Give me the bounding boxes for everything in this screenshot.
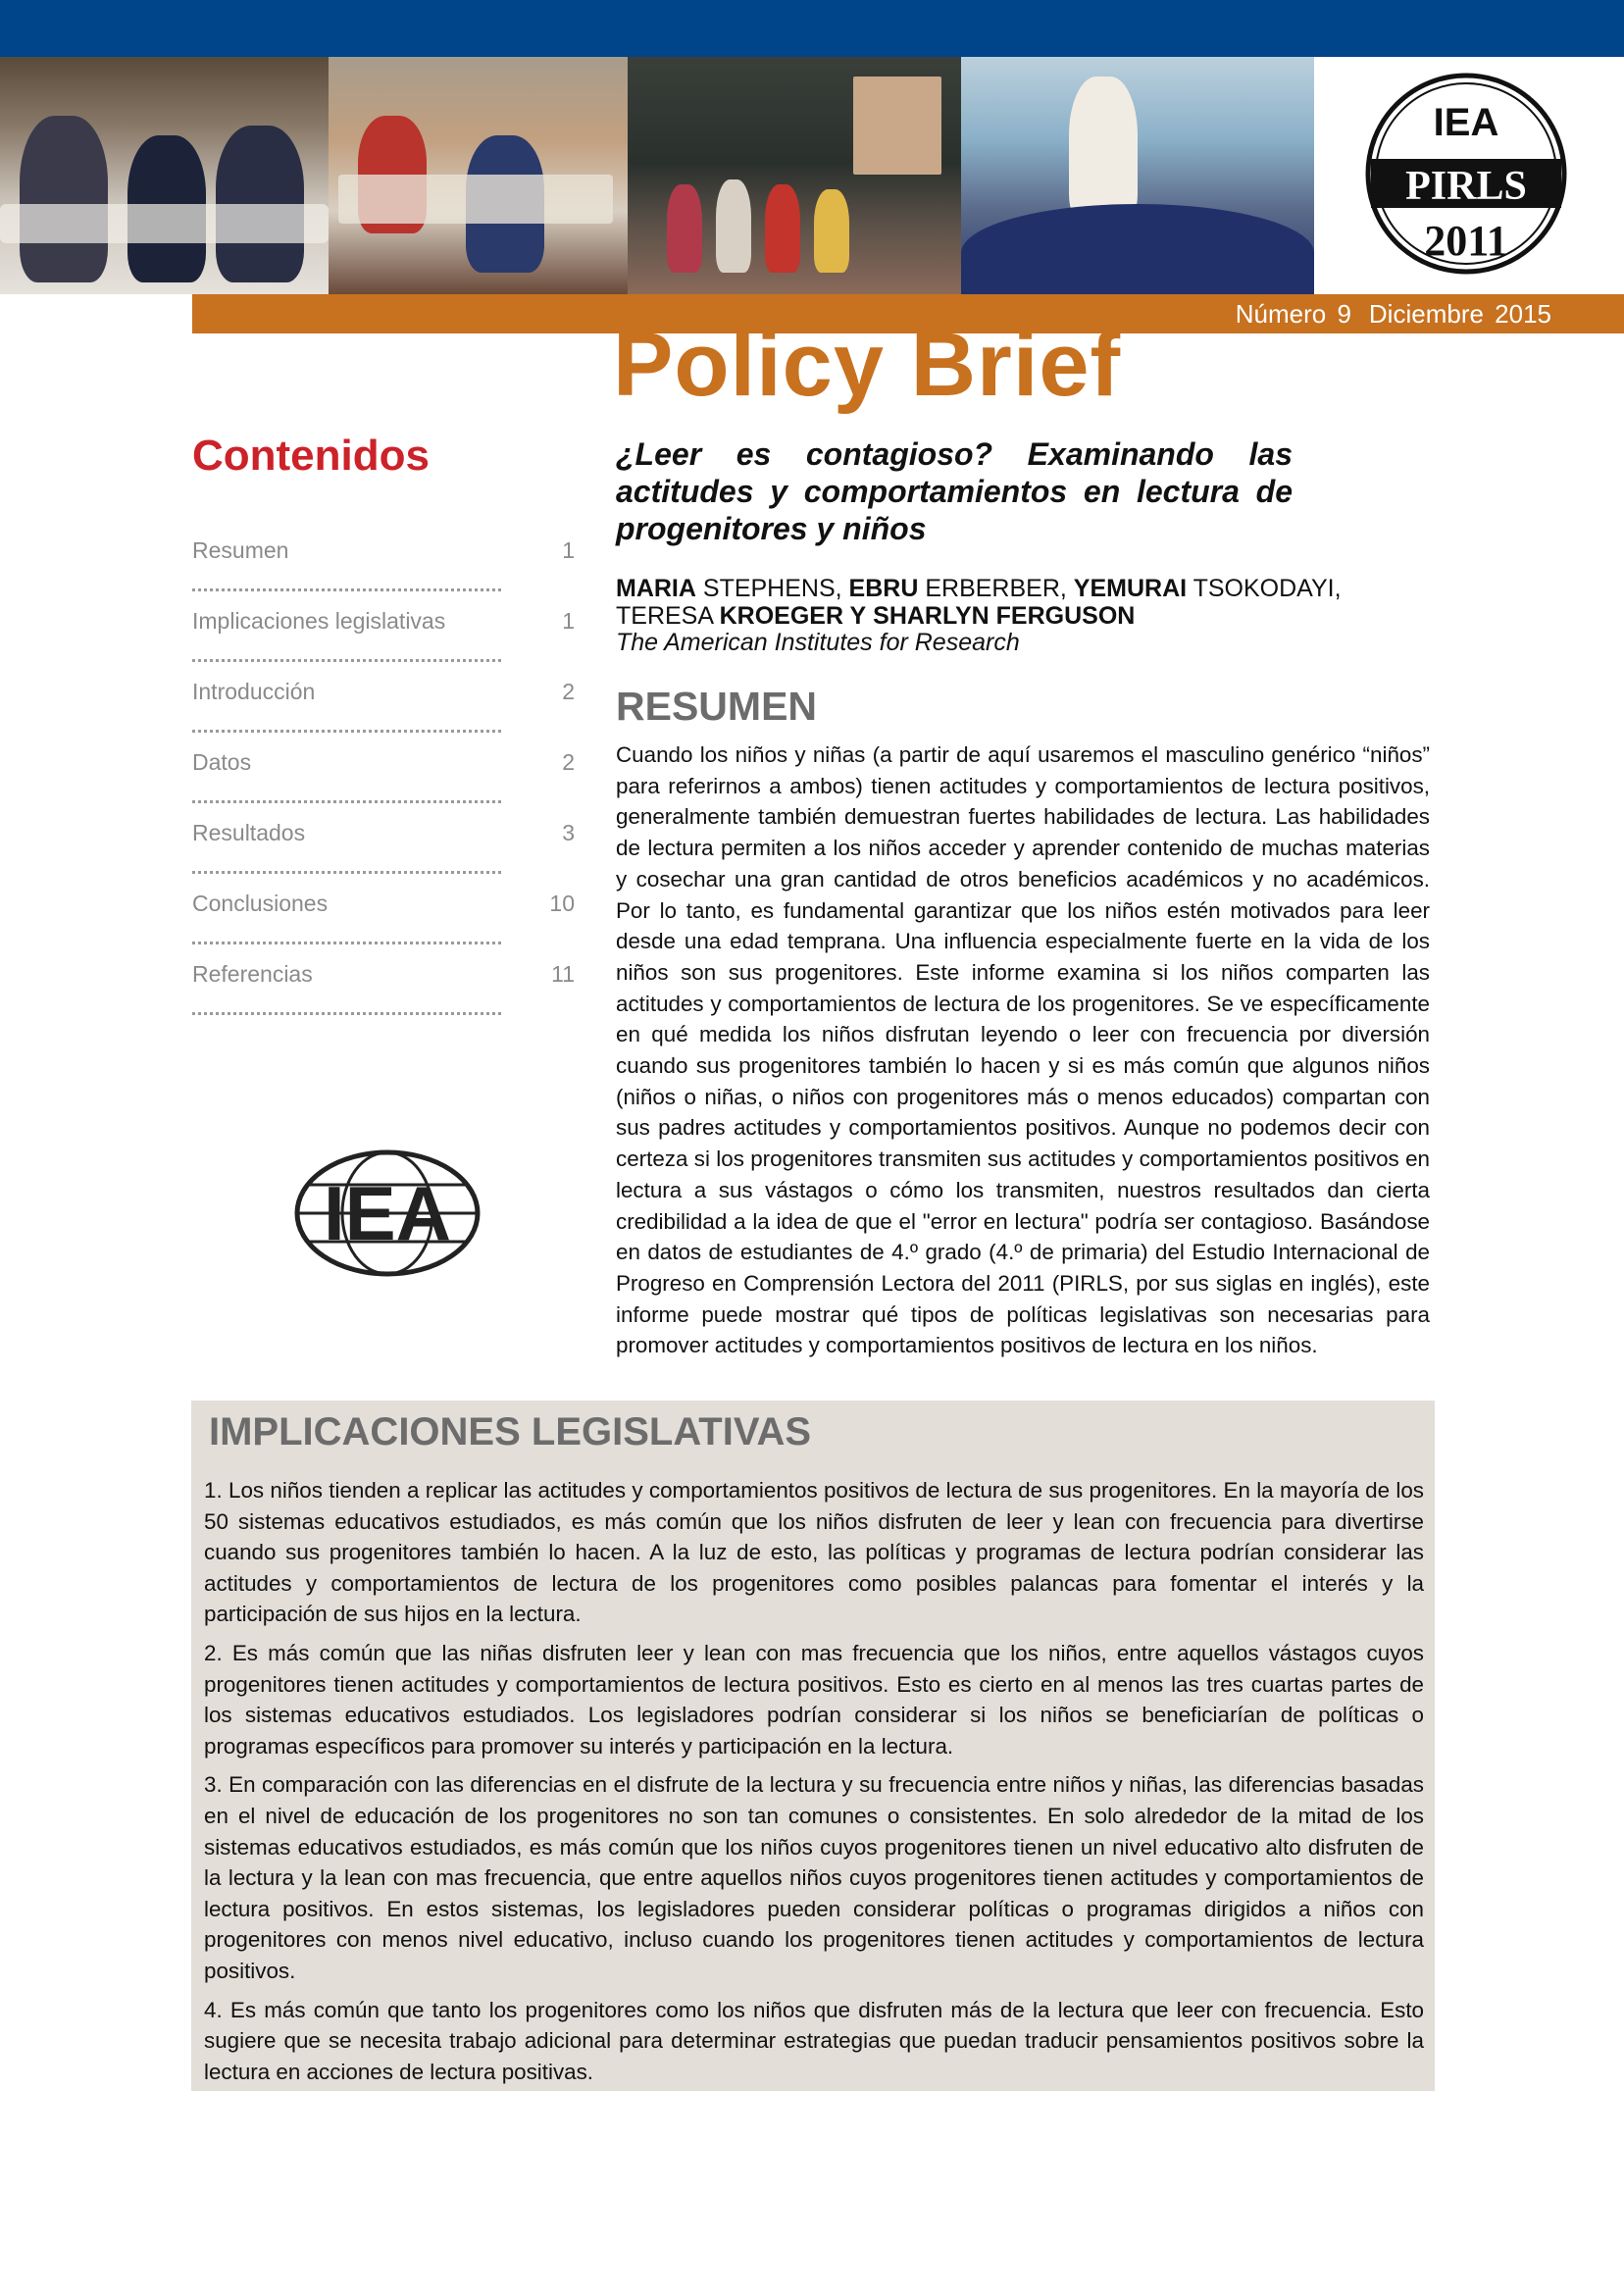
table-of-contents <box>192 537 581 1032</box>
pirls-2011-logo <box>1363 69 1569 280</box>
toc-item-label: Datos <box>192 749 252 775</box>
issue-info <box>1236 294 1551 333</box>
summary-heading: RESUMEN <box>616 684 818 729</box>
implication-item: 4. Es más común que tanto los progenitores como los niños que disfruten más de la lectura que leer con frecuencia. Esto sugiere que se necesita trabajo adicional para determinar estrategias que puedan traducir pensamientos positivos sobre la lectura en acciones de lectura positivas. <box>204 1997 1424 2084</box>
implications-heading: IMPLICACIONES LEGISLATIVAS <box>209 1410 812 1453</box>
implication-item: 2. Es más común que las niñas disfruten leer y lean con mas frecuencia que los niños, entre aquellos vástagos cuyos progenitores tienen actitudes y comportamientos de lectura positivos. Esto es cierto en al menos las tres cuartas partes de los sistemas educativos estudiados. Los legisladores podrían considerar si los niños se beneficiarían de políticas o programas específicos para promover su interés y participación en la lectura. <box>204 1640 1424 1759</box>
summary-text: Cuando los niños y niñas (a partir de aquí usaremos el masculino genérico “niños” para referirnos a ambos) tienen actitudes y comportamientos de lectura positivos, generalmente también demuestran fuertes habilidades de lectura. Las habilidades de lectura permiten a los niños acceder y aprender contenido de muchas materias y cosechar una gran cantidad de otros beneficios académicos y no académicos. Por lo tanto, es fundamental garantizar que los niños estén motivados para leer desde una edad temprana. Una influencia especialmente fuerte en la vida de los niños son sus progenitores. Este informe examina si los niños comparten las actitudes y comportamientos de lectura de los progenitores. Se ve específicamente en qué medida los niños disfrutan leyendo o leer con frecuencia por diversión cuando sus progenitores también lo hacen y si es más común que algunos niños (niños o niñas, o niños con progenitores más o menos educados) compartan con sus padres actitudes y comportamientos positivos. Aunque no podemos decir con certeza si los progenitores transmiten sus actitudes y comportamientos positivos en lectura a sus vástagos o cómo los transmiten, nuestros resultados dan cierta credibilidad a la idea de que el "error en lectura" podría ser contagioso. Basándose en datos de estudiantes de 4.º grado (4.º de primaria) del Estudio Internacional de Progreso en Comprensión Lectora del 2011 (PIRLS, por sus siglas en inglés), este informe puede mostrar qué tipos de políticas legislativas son necesarias para promover actitudes y comportamientos positivos de lectura en los niños. <box>616 742 1430 1358</box>
author-last-name: ERBERBER, <box>925 575 1067 602</box>
author-first-name: YEMURAI <box>1073 575 1188 602</box>
toc-item-label: Implicaciones legislativas <box>192 608 446 634</box>
blackboard-photo <box>628 57 961 294</box>
toc-item-page: 2 <box>562 679 575 704</box>
issue-date: Diciembre 2015 <box>1368 299 1551 329</box>
policy-implications-box <box>191 1401 1435 2091</box>
author-first-name: EBRU <box>848 575 919 602</box>
article-title: ¿Leer es contagioso? Examinando las actitudes y comportamientos en lectura de progenitores y niños <box>616 436 1293 546</box>
toc-item-label: Conclusiones <box>192 891 329 916</box>
toc-item-introduccion[interactable] <box>192 679 581 749</box>
toc-item-page: 10 <box>549 891 575 916</box>
classroom-desks-photo <box>329 57 628 294</box>
toc-item-label: Referencias <box>192 961 313 987</box>
toc-item-page: 3 <box>562 820 575 845</box>
issue-number: Número 9 <box>1235 299 1351 329</box>
toc-item-conclusiones[interactable] <box>192 891 581 961</box>
author-first-name: MARIA <box>616 575 696 602</box>
toc-item-label: Resumen <box>192 537 289 563</box>
toc-item-datos[interactable] <box>192 749 581 820</box>
toc-item-page: 1 <box>562 537 575 563</box>
toc-item-label: Introducción <box>192 679 316 704</box>
author-first-name: SHARLYN <box>873 602 990 630</box>
contents-heading: Contenidos <box>192 432 430 480</box>
toc-item-label: Resultados <box>192 820 306 845</box>
toc-item-resumen[interactable] <box>192 537 581 608</box>
author-first-name: TERESA <box>616 602 713 630</box>
author-list <box>616 575 1400 630</box>
pirls-logo-iea-text: IEA <box>1433 101 1499 144</box>
author-last-name: TSOKODAYI, <box>1193 575 1342 602</box>
implications-list <box>204 1475 1424 2095</box>
toc-item-page: 11 <box>551 961 575 987</box>
author-last-name: KROEGER Y <box>719 602 867 630</box>
brand-title: Policy Brief <box>613 315 1122 415</box>
author-last-name: FERGUSON <box>995 602 1136 630</box>
iea-globe-logo <box>289 1146 485 1281</box>
author-institution: The American Institutes for Research <box>616 629 1020 656</box>
toc-item-implicaciones[interactable] <box>192 608 581 679</box>
classroom-reading-photo <box>0 57 329 294</box>
toc-item-page: 1 <box>562 608 575 634</box>
toc-item-page: 2 <box>562 749 575 775</box>
implication-item: 3. En comparación con las diferencias en el disfrute de la lectura y su frecuencia entre niños y niñas, las diferencias basadas en el nivel de educación de los progenitores no son tan comunes o consistentes. En solo alrededor de la mitad de los sistemas educativos estudiados, es más común que los niños cuyos progenitores tienen un nivel educativo alto disfruten de la lectura y la lean con mas frecuencia, que entre aquellos niños cuyos progenitores tienen actitudes y comportamientos de lectura positivos. En estos sistemas, los legisladores pueden considerar políticas o programas dirigidos a niños con progenitores con menos nivel educativo, incluso cuando los progenitores tienen actitudes y comportamientos de lectura positivos. <box>204 1772 1424 1983</box>
toc-item-referencias[interactable] <box>192 961 581 1032</box>
pirls-logo-pirls-text: PIRLS <box>1405 164 1527 209</box>
pirls-logo-year-text: 2011 <box>1424 217 1508 265</box>
toc-item-resultados[interactable] <box>192 820 581 891</box>
top-blue-bar <box>0 0 1624 57</box>
teacher-class-photo <box>961 57 1314 294</box>
iea-logo-text: IEA <box>323 1170 452 1256</box>
implication-item: 1. Los niños tienden a replicar las actitudes y comportamientos positivos de lectura de sus progenitores. En la mayoría de los 50 sistemas educativos estudiados, es más común que los niños disfruten de leer y lean con frecuencia para divertirse cuando sus progenitores también lo hacen. A la luz de esto, las políticas y programas de lectura podrían considerar las actitudes y comportamientos de lectura de los progenitores como posibles palancas para fomentar el interés y la participación de sus hijos en la lectura. <box>204 1478 1424 1627</box>
header-photo-strip <box>0 57 1314 294</box>
author-last-name: STEPHENS, <box>702 575 842 602</box>
